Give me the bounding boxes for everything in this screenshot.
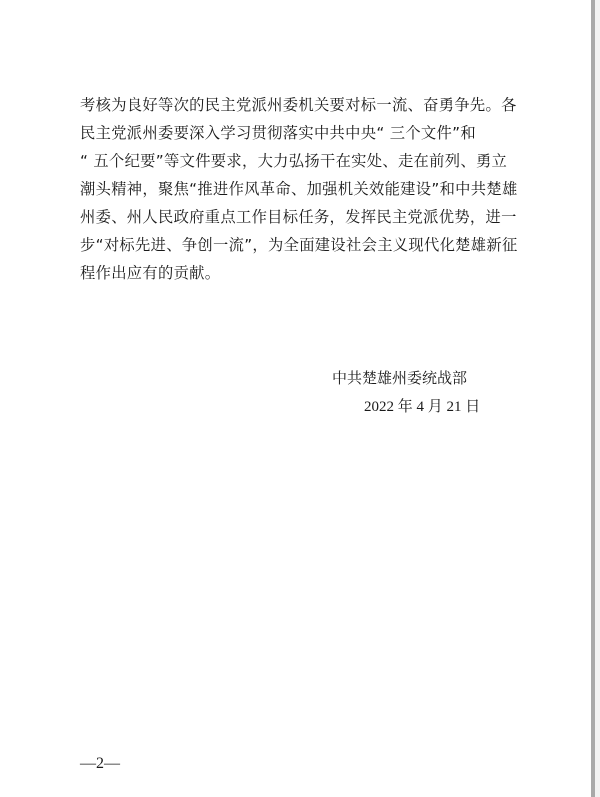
body-line: 步“对标先进、争创一流”，为全面建设社会主义现代化楚雄新征 [80,236,518,254]
body-line: 州委、州人民政府重点工作目标任务，发挥民主党派优势，进一 [80,208,517,226]
body-paragraph [80,91,530,287]
page-number: —2— [80,755,120,772]
body-line: 程作出应有的贡献。 [80,264,221,282]
body-line: “ 五个纪要”等文件要求，大力弘扬干在实处、走在前列、勇立 [80,152,508,170]
body-line: 考核为良好等次的民主党派州委机关要对标一流、奋勇争先。各 [80,96,517,114]
body-line: 民主党派州委要深入学习贯彻落实中共中央“ 三个文件”和 [80,124,476,142]
signature-organization: 中共楚雄州委统战部 [332,369,468,387]
body-line: 潮头精神，聚焦“推进作风革命、加强机关效能建设”和中共楚雄 [80,180,518,198]
page-edge-shadow [595,0,600,797]
signature-date: 2022 年 4 月 21 日 [364,399,481,415]
